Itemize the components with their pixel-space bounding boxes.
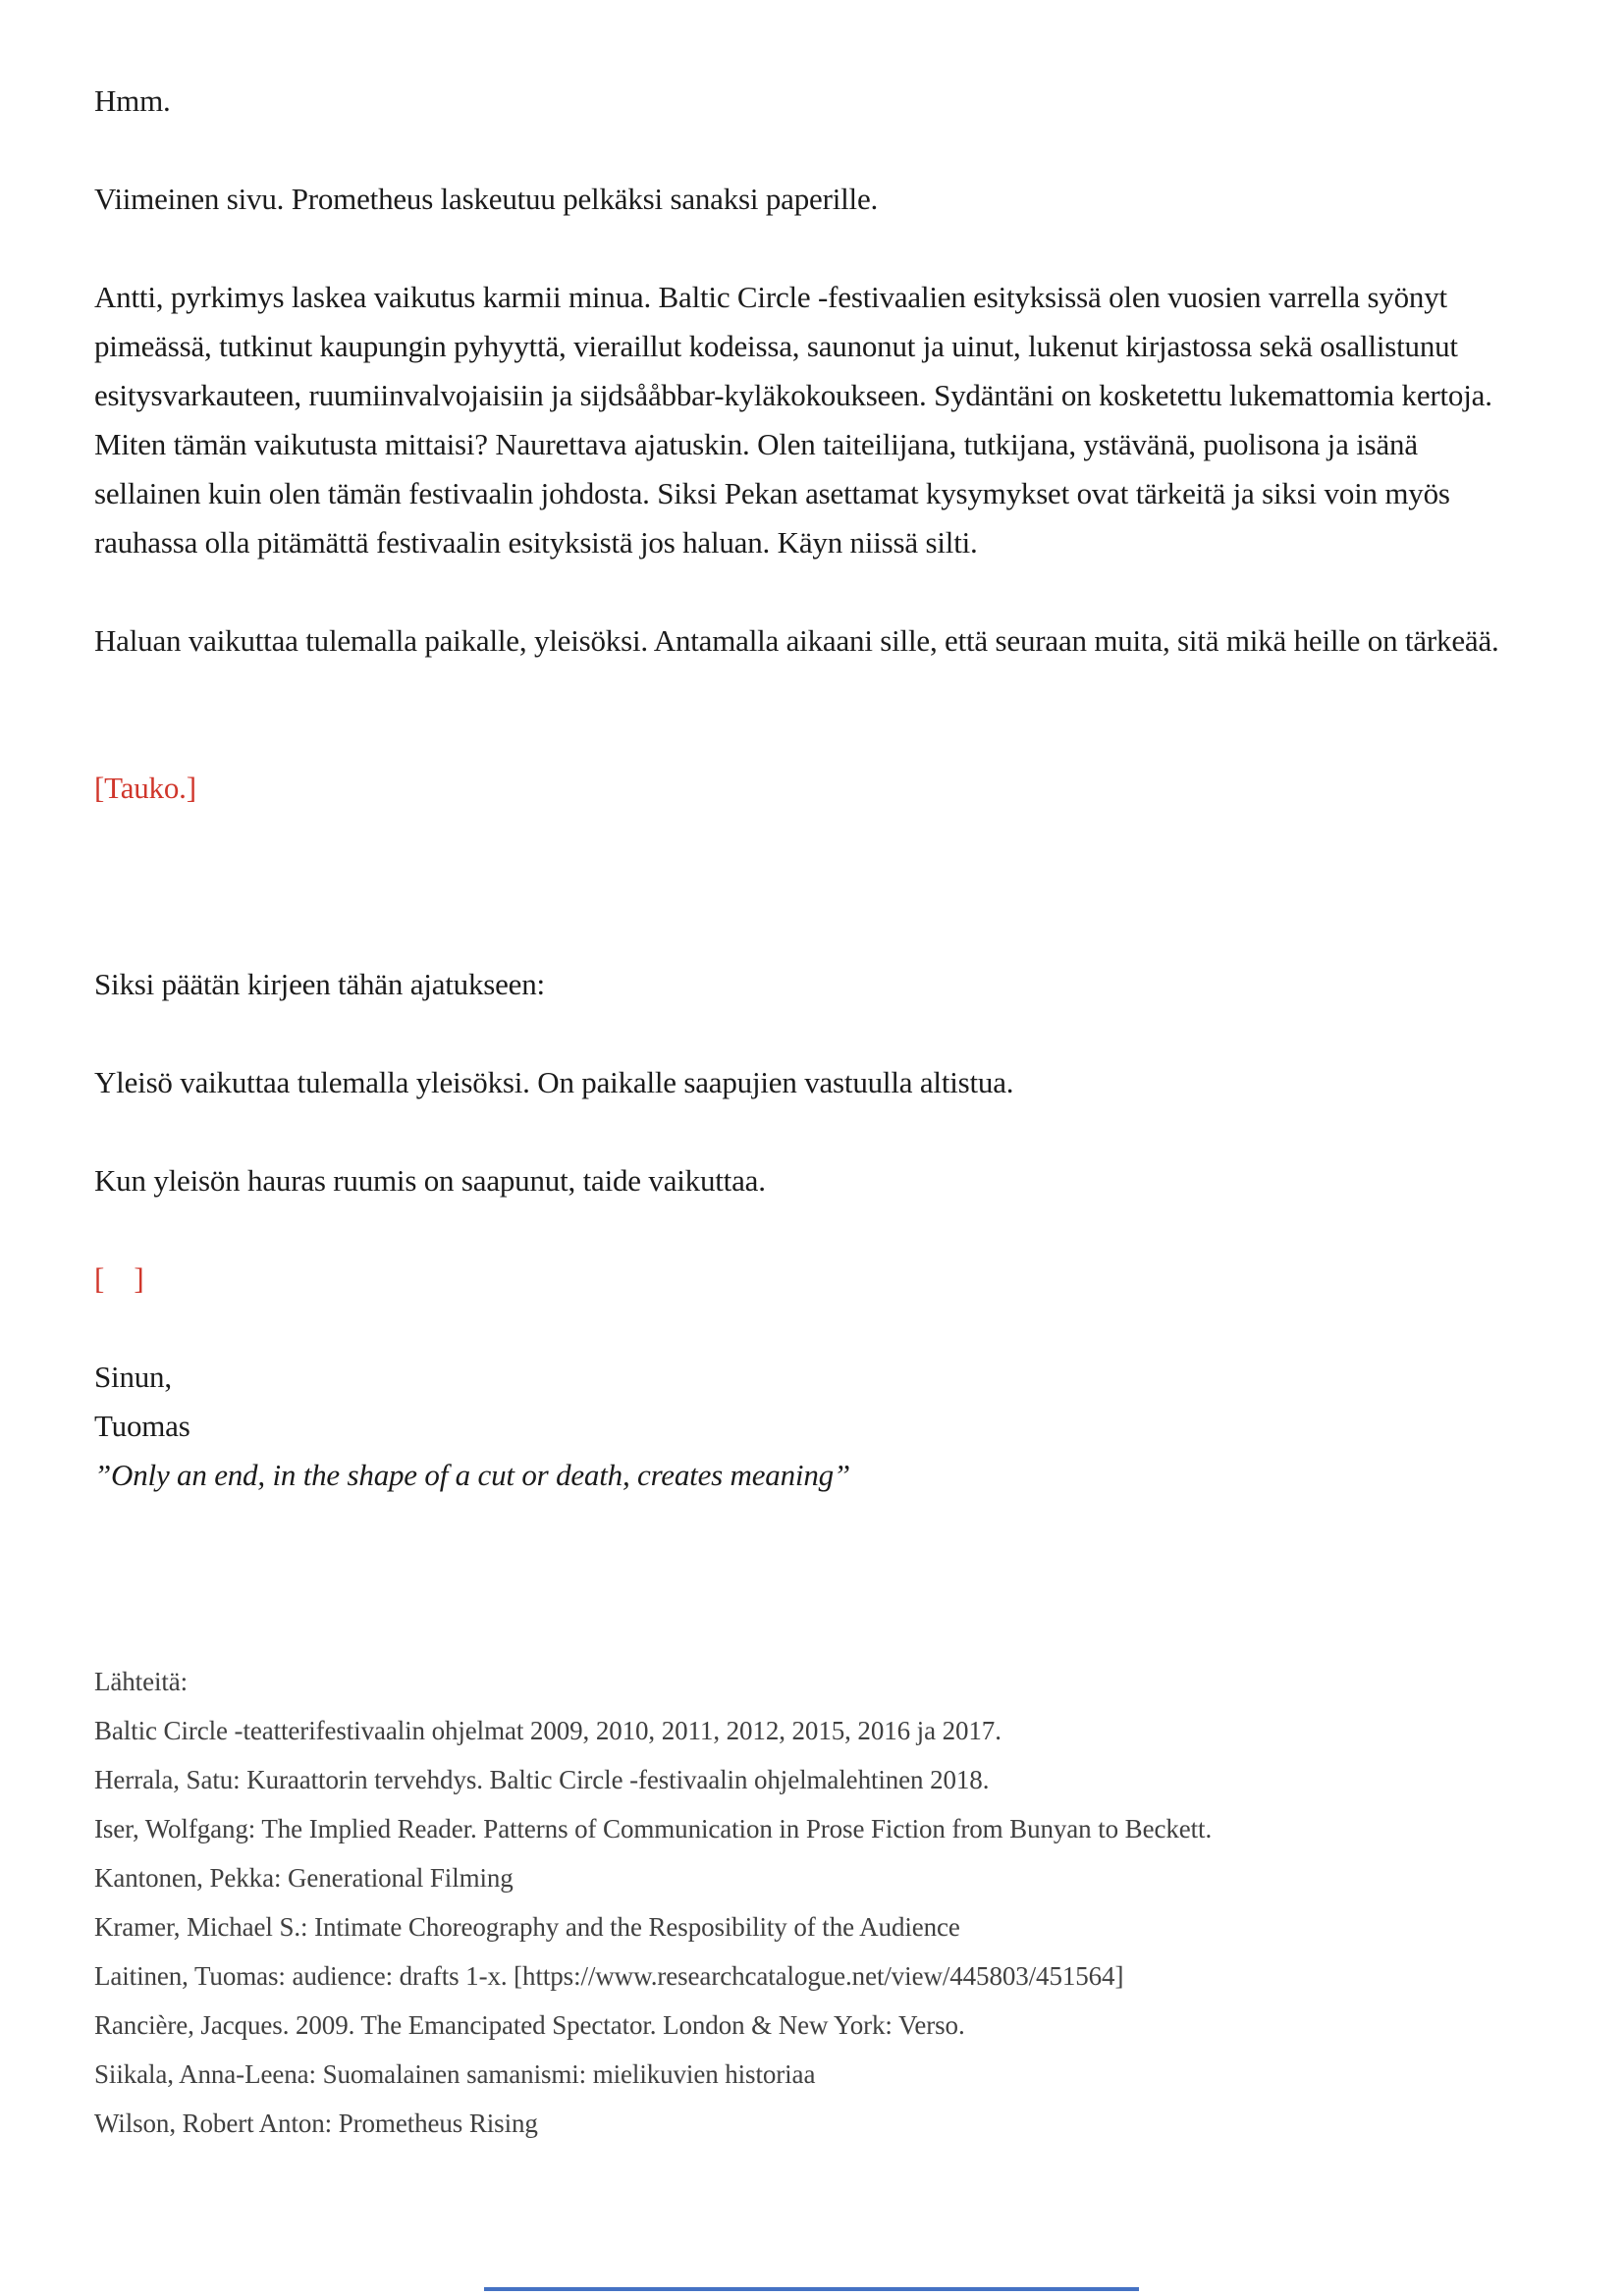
- reference-item-ranciere: Rancière, Jacques. 2009. The Emancipated Spectator. London & New York: Verso.: [94, 2010, 965, 2040]
- signature-quote: ”Only an end, in the shape of a cut or death, creates meaning”: [94, 1458, 850, 1492]
- reference-item-baltic-circle: Baltic Circle -teatterifestivaalin ohjelmat 2009, 2010, 2011, 2012, 2015, 2016 ja 2017.: [94, 1716, 1001, 1745]
- reference-item-kramer: Kramer, Michael S.: Intimate Choreography and the Resposibility of the Audience: [94, 1912, 960, 1942]
- references-section: [94, 1657, 1526, 2148]
- reference-item-kantonen: Kantonen, Pekka: Generational Filming: [94, 1863, 514, 1893]
- reference-item-iser: Iser, Wolfgang: The Implied Reader. Patterns of Communication in Prose Fiction from Bunyan to Beckett.: [94, 1814, 1213, 1843]
- signature-greeting: Sinun,: [94, 1360, 172, 1394]
- signature-block: [94, 1353, 1526, 1500]
- bottom-blue-line: [484, 2287, 1139, 2291]
- signature-name: Tuomas: [94, 1409, 190, 1443]
- paragraph-closing-thought-2: Kun yleisön hauras ruumis on saapunut, taide vaikuttaa.: [94, 1163, 766, 1198]
- paragraph-closing-intro: Siksi päätän kirjeen tähän ajatukseen:: [94, 967, 545, 1001]
- letter-body: [94, 77, 1526, 2148]
- paragraph-main: Antti, pyrkimys laskea vaikutus karmii minua. Baltic Circle -festivaalien esityksissä olen vuosien varrella syönyt pimeässä, tutkinut kaupungin pyhyyttä, vieraillut kodeissa, saunonut ja uinut, lukenut kirjastossa sekä osallistunut esitysvarkauteen, ruumiinvalvojaisiin ja sijdsååbbar-kyläkokoukseen. Sydäntäni on kosketettu lukemattomia kertoja. Miten tämän vaikutusta mittaisi? Naurettava ajatuskin. Olen taiteilijana, tutkijana, ystävänä, puolisona ja isänä sellainen kuin olen tämän festivaalin johdosta. Siksi Pekan asettamat kysymykset ovat tärkeitä ja siksi voin myös rauhassa olla pitämättä festivaalin esityksistä jos haluan. Käyn niissä silti.: [94, 280, 1492, 560]
- reference-item-herrala: Herrala, Satu: Kuraattorin tervehdys. Baltic Circle -festivaalin ohjelmalehtinen 2018.: [94, 1765, 990, 1794]
- reference-item-wilson: Wilson, Robert Anton: Prometheus Rising: [94, 2109, 538, 2138]
- paragraph-haluan-vaikuttaa: Haluan vaikuttaa tulemalla paikalle, yleisöksi. Antamalla aikaani sille, että seuraan muita, sitä mikä heille on tärkeää.: [94, 623, 1499, 658]
- references-heading: Lähteitä:: [94, 1667, 189, 1696]
- pause-marker: [Tauko.]: [94, 771, 196, 805]
- empty-bracket-marker: [ ]: [94, 1261, 144, 1296]
- reference-item-siikala: Siikala, Anna-Leena: Suomalainen samanismi: mielikuvien historiaa: [94, 2059, 816, 2089]
- paragraph-last-page: Viimeinen sivu. Prometheus laskeutuu pelkäksi sanaksi paperille.: [94, 182, 879, 216]
- paragraph-closing-thought-1: Yleisö vaikuttaa tulemalla yleisöksi. On paikalle saapujien vastuulla altistua.: [94, 1065, 1014, 1099]
- paragraph-opening: Hmm.: [94, 83, 171, 118]
- reference-item-laitinen: Laitinen, Tuomas: audience: drafts 1-x. [https://www.researchcatalogue.net/view/445803/451564]: [94, 1961, 1124, 1991]
